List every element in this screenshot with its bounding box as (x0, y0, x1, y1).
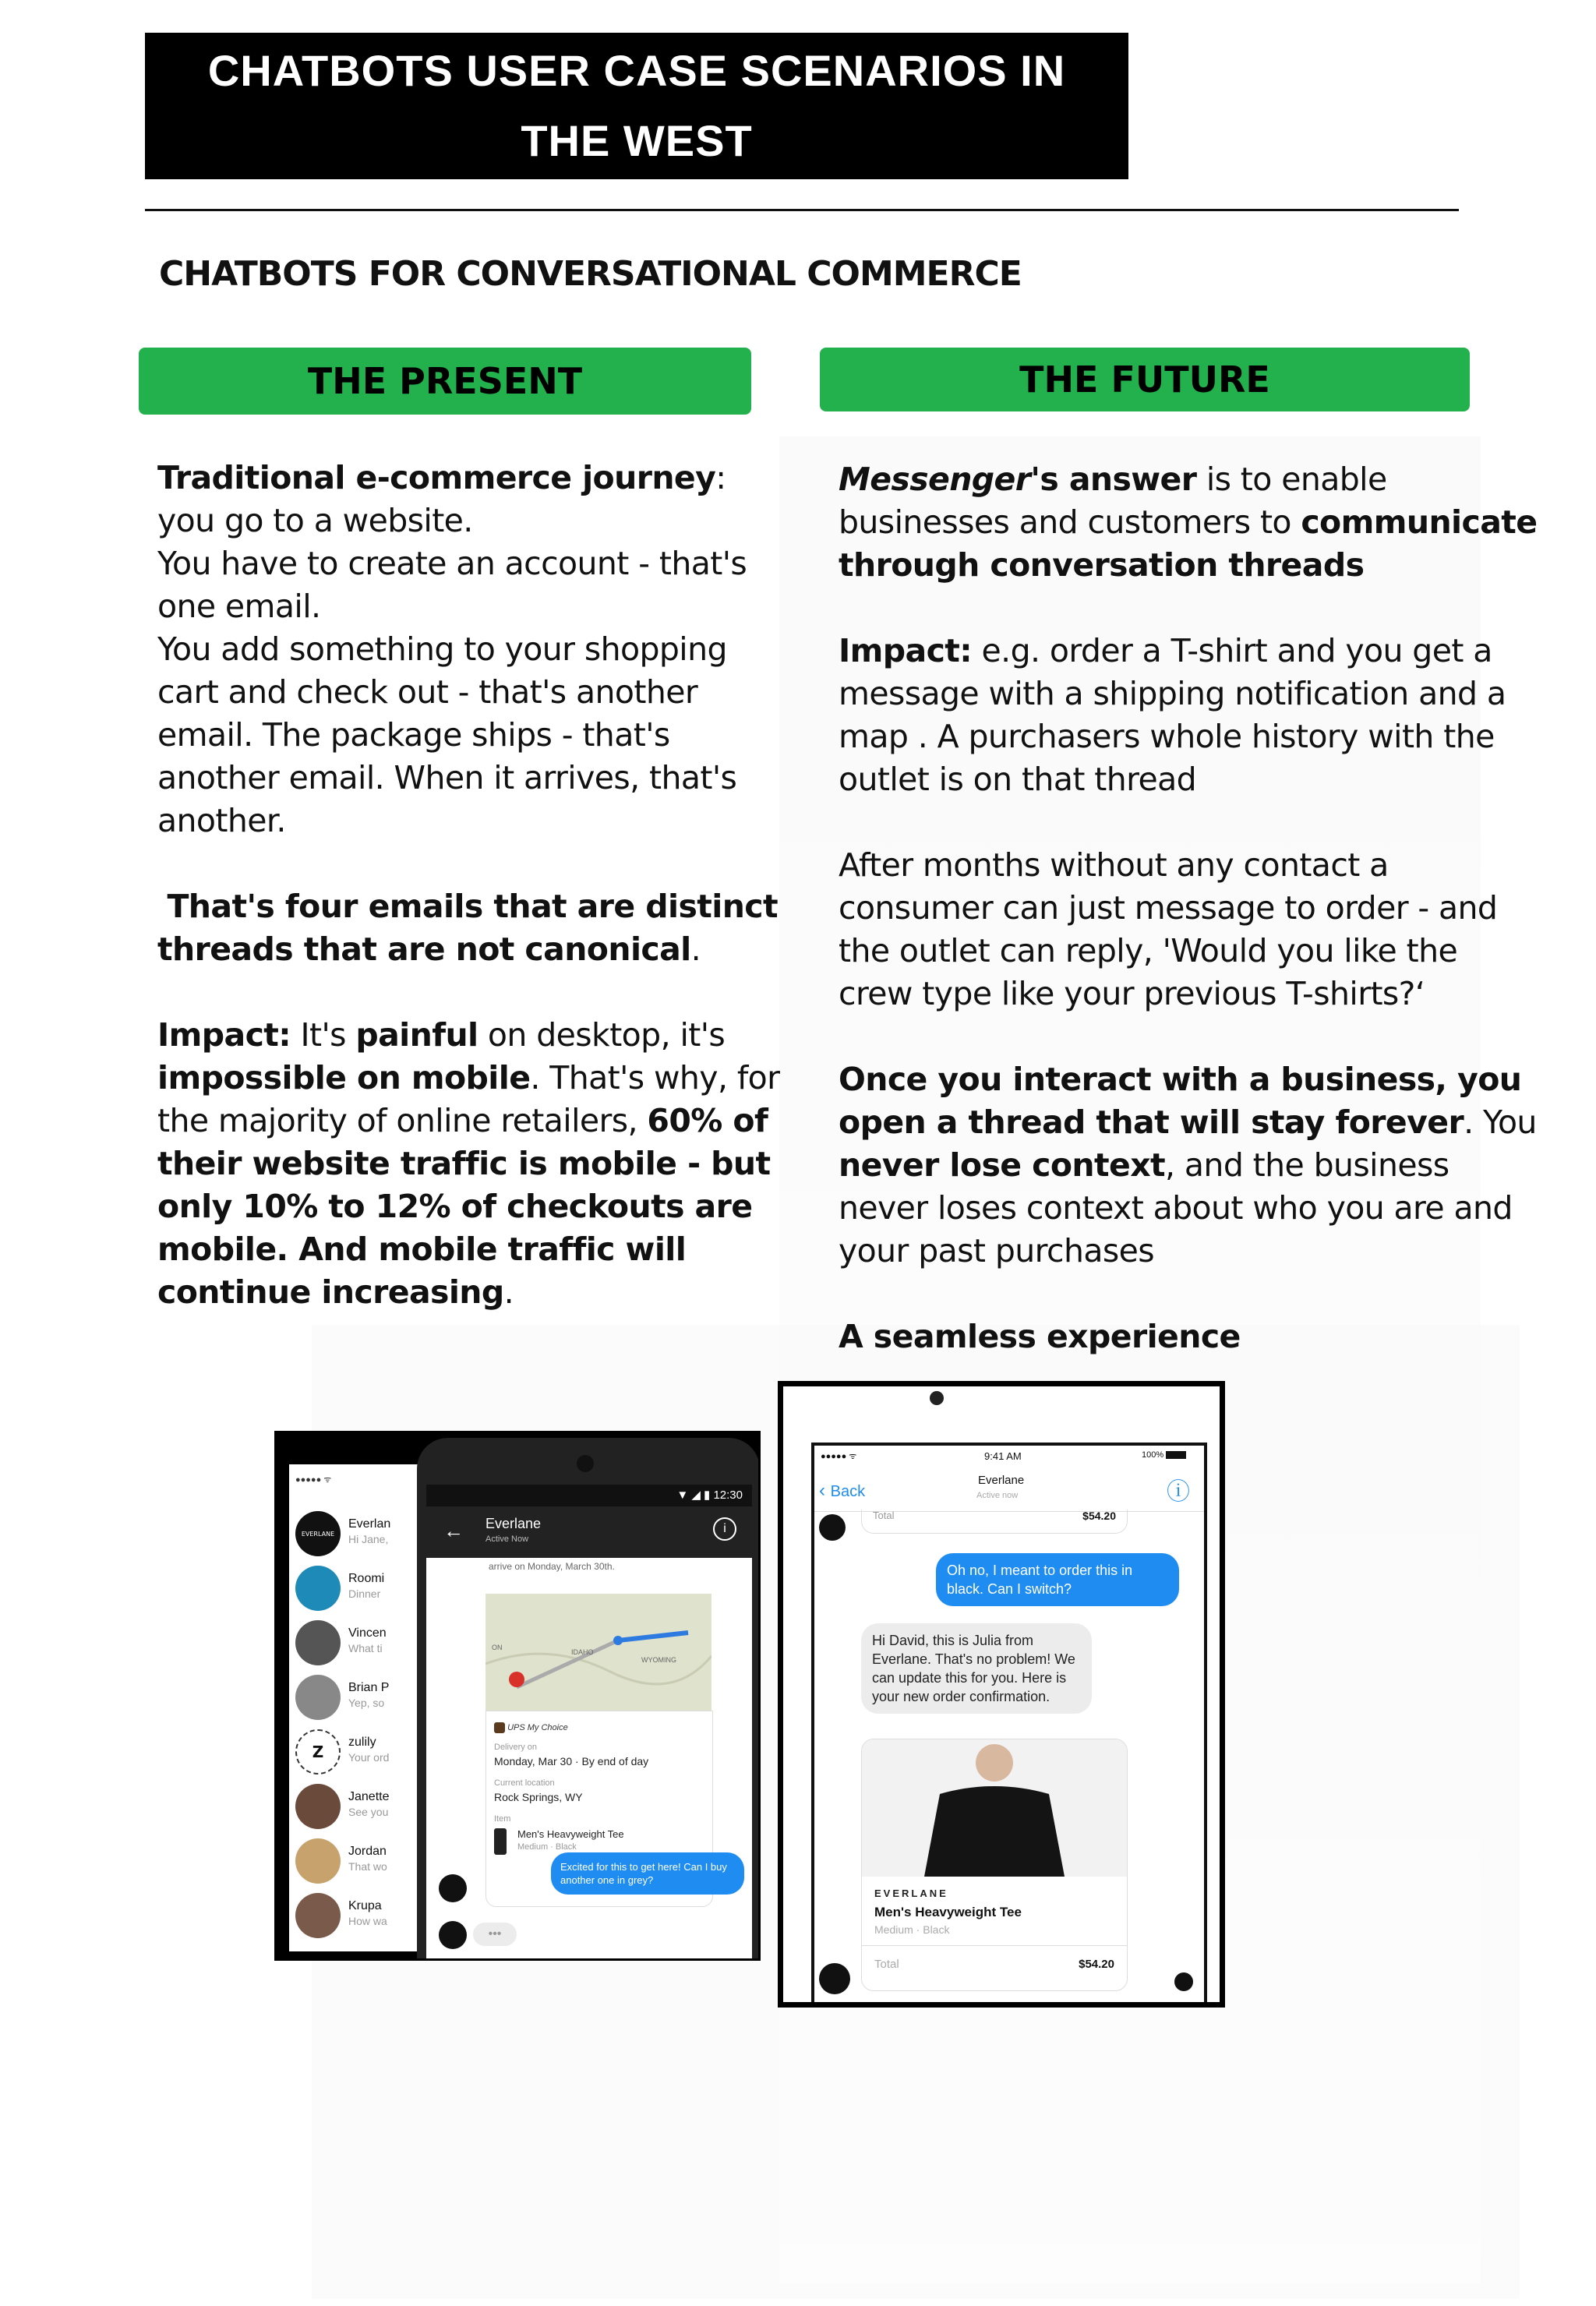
back-label: Back (830, 1483, 866, 1500)
product-image (862, 1739, 1127, 1877)
status-signal: ●●●●● ᯤ (821, 1452, 857, 1461)
chat-snippet: How wa (348, 1915, 387, 1927)
camera-icon (930, 1391, 944, 1405)
info-icon[interactable]: ⓘ (1167, 1479, 1190, 1505)
chat-name: Vincen (348, 1626, 387, 1640)
paragraph: After months without any contact a consumer can just message to order - and the outlet can reply, 'Would you like the crew type like your previous T-shirts?‘ (839, 846, 1498, 1012)
iphone-screen (811, 1443, 1207, 2002)
everlane-avatar (439, 1874, 467, 1902)
product-name: Men's Heavyweight Tee (874, 1905, 1022, 1919)
battery-icon (1166, 1451, 1186, 1459)
everlane-avatar (819, 1963, 850, 1994)
text: on desktop, it's (478, 1016, 726, 1054)
paragraph (839, 1058, 1540, 1273)
outgoing-message: Excited for this to get here! Can I buy another one in grey? (551, 1852, 744, 1895)
chat-name: Everlan (348, 1517, 391, 1531)
status-battery (1142, 1450, 1186, 1460)
chat-name: Brian P (348, 1681, 390, 1694)
italic-text: Messenger (839, 461, 1031, 498)
chat-snippet: Hi Jane, (348, 1533, 389, 1545)
tshirt-image (862, 1739, 1127, 1877)
messenger-screenshot-android (274, 1431, 761, 1961)
location-label: Current location (494, 1778, 555, 1788)
avatar: Z (295, 1729, 341, 1775)
future-heading-label: THE FUTURE (1019, 358, 1270, 401)
bold-text: impossible on mobile (157, 1059, 531, 1096)
title-line-1: CHATBOTS USER CASE SCENARIOS IN (207, 46, 1066, 96)
contact-name: Everlane (978, 1474, 1025, 1487)
messenger-screenshot-iphone (778, 1381, 1225, 2008)
chat-name: zulily (348, 1736, 376, 1749)
item-label: Item (494, 1814, 511, 1824)
item-variant: Medium · Black (517, 1842, 577, 1852)
camera-icon (577, 1455, 594, 1472)
text: is to enable businesses and customers to (839, 461, 1387, 541)
back-button[interactable]: ‹ Back (819, 1480, 866, 1501)
chat-name: Krupa (348, 1899, 382, 1912)
text: It's (291, 1016, 356, 1054)
location-value: Rock Springs, WY (494, 1791, 583, 1803)
map-route (486, 1594, 711, 1711)
avatar (295, 1893, 341, 1938)
title-line-2: THE WEST (521, 116, 753, 165)
card-divider (862, 1945, 1127, 1946)
status-time: 9:41 AM (984, 1450, 1022, 1462)
bold-text: Once you interact with a business, you open a thread that will stay forever (839, 1061, 1522, 1141)
item-name: Men's Heavyweight Tee (517, 1828, 624, 1840)
section-heading: CHATBOTS FOR CONVERSATIONAL COMMERCE (159, 254, 1022, 294)
present-heading-label: THE PRESENT (307, 360, 583, 402)
ups-logo-icon (494, 1722, 505, 1733)
text: . (690, 931, 701, 968)
future-column (839, 458, 1540, 1358)
chat-snippet: Your ord (348, 1751, 390, 1764)
chat-snippet: That wo (348, 1860, 387, 1873)
back-arrow-icon[interactable]: ← (443, 1519, 464, 1542)
total-value: $54.20 (1082, 1510, 1116, 1522)
paragraph (839, 1315, 1540, 1358)
map-label: ON (492, 1644, 503, 1651)
brand-label: EVERLANE (874, 1888, 948, 1899)
everlane-avatar (819, 1514, 846, 1541)
bold-text: 's answer (1030, 461, 1197, 498)
avatar (295, 1784, 341, 1829)
avatar (295, 1838, 341, 1884)
chat-snippet: Yep, so (348, 1697, 385, 1709)
everlane-avatar (439, 1921, 467, 1949)
future-heading (820, 348, 1470, 411)
incoming-message: Hi David, this is Julia from Everlane. That's no problem! We can update this for you. Here is your new order confirmation. (861, 1623, 1092, 1714)
paragraph (839, 630, 1540, 801)
tshirt-thumbnail (494, 1828, 507, 1855)
delivery-value: Monday, Mar 30 · By end of day (494, 1755, 649, 1767)
text: . You (1464, 1104, 1537, 1141)
total-value: $54.20 (1079, 1958, 1114, 1971)
text: , and the business never loses context about who you are and your past purchases (839, 1146, 1513, 1270)
text: . That's why, for the majority of online retailers, (157, 1059, 780, 1139)
paragraph (157, 1014, 781, 1314)
android-screen (426, 1485, 752, 1958)
map-label: WYOMING (641, 1656, 676, 1664)
status-bar: ●●●●● ᯤ (295, 1475, 332, 1485)
total-label: Total (874, 1958, 899, 1971)
present-heading (139, 348, 751, 415)
partial-message: arrive on Monday, March 30th. (489, 1561, 615, 1572)
chat-name: Jordan (348, 1845, 387, 1858)
delivery-label: Delivery on (494, 1743, 538, 1752)
outgoing-message: Oh no, I meant to order this in black. Can I switch? (936, 1553, 1179, 1606)
chat-name: Janette (348, 1790, 390, 1803)
status-time: 12:30 (713, 1488, 743, 1502)
contact-status: Active Now (486, 1534, 529, 1544)
page-title (145, 33, 1128, 179)
paragraph (157, 457, 781, 542)
read-receipt-icon (1174, 1972, 1193, 1991)
ups-text: UPS My Choice (507, 1722, 568, 1732)
chat-name: Roomi (348, 1572, 385, 1585)
paragraph: You add something to your shopping cart and check out - that's another email. The package ships - that's another email. When it arrives, that's another. (157, 630, 737, 839)
status-bar: ▼ ◢ ▮ 12:30 (426, 1485, 752, 1506)
battery-percent: 100% (1142, 1450, 1164, 1460)
bold-text: Impact: (839, 632, 973, 669)
total-label: Total (873, 1510, 895, 1521)
bold-text: Traditional e-commerce journey (157, 459, 716, 496)
bold-text: A seamless experience (839, 1318, 1241, 1355)
bold-text: That's four emails that are distinct threads that are not canonical (157, 888, 779, 968)
chat-snippet: Dinner (348, 1587, 381, 1600)
bold-text: 60% of their website traffic is mobile - but only 10% to 12% of checkouts are mobile. And mobile traffic will continue increasing (157, 1102, 771, 1311)
contact-name: Everlane (486, 1516, 542, 1531)
avatar: EVERLANE (295, 1511, 341, 1556)
info-icon[interactable]: i (713, 1517, 736, 1541)
order-card (861, 1739, 1128, 1991)
product-variant: Medium · Black (874, 1923, 950, 1936)
avatar (295, 1675, 341, 1720)
avatar (295, 1566, 341, 1611)
bold-text: communicate through conversation threads (839, 503, 1538, 584)
avatar (295, 1620, 341, 1665)
text: : you go to a website. (157, 459, 726, 539)
conversation-header (426, 1506, 752, 1558)
map-label: IDAHO (571, 1648, 594, 1656)
chat-snippet: What ti (348, 1642, 383, 1654)
paragraph: You have to create an account - that's one email. (157, 545, 747, 625)
contact-status: Active now (976, 1491, 1019, 1500)
present-column (157, 457, 781, 1314)
bold-text: never lose context (839, 1146, 1166, 1184)
chat-snippet: See you (348, 1806, 389, 1818)
bold-text: painful (355, 1016, 478, 1054)
divider (145, 209, 1459, 211)
map-image (486, 1594, 711, 1711)
ups-label (494, 1722, 568, 1733)
previous-order-card (861, 1510, 1128, 1534)
typing-indicator: ••• (473, 1923, 517, 1946)
android-phone (417, 1438, 760, 1958)
paragraph (157, 885, 781, 971)
text: . (503, 1273, 514, 1311)
text: e.g. order a T-shirt and you get a message with a shipping notification and a map . A purchasers whole history with the outlet is on that thread (839, 632, 1506, 798)
bold-text: Impact: (157, 1016, 291, 1054)
paragraph (839, 458, 1540, 587)
